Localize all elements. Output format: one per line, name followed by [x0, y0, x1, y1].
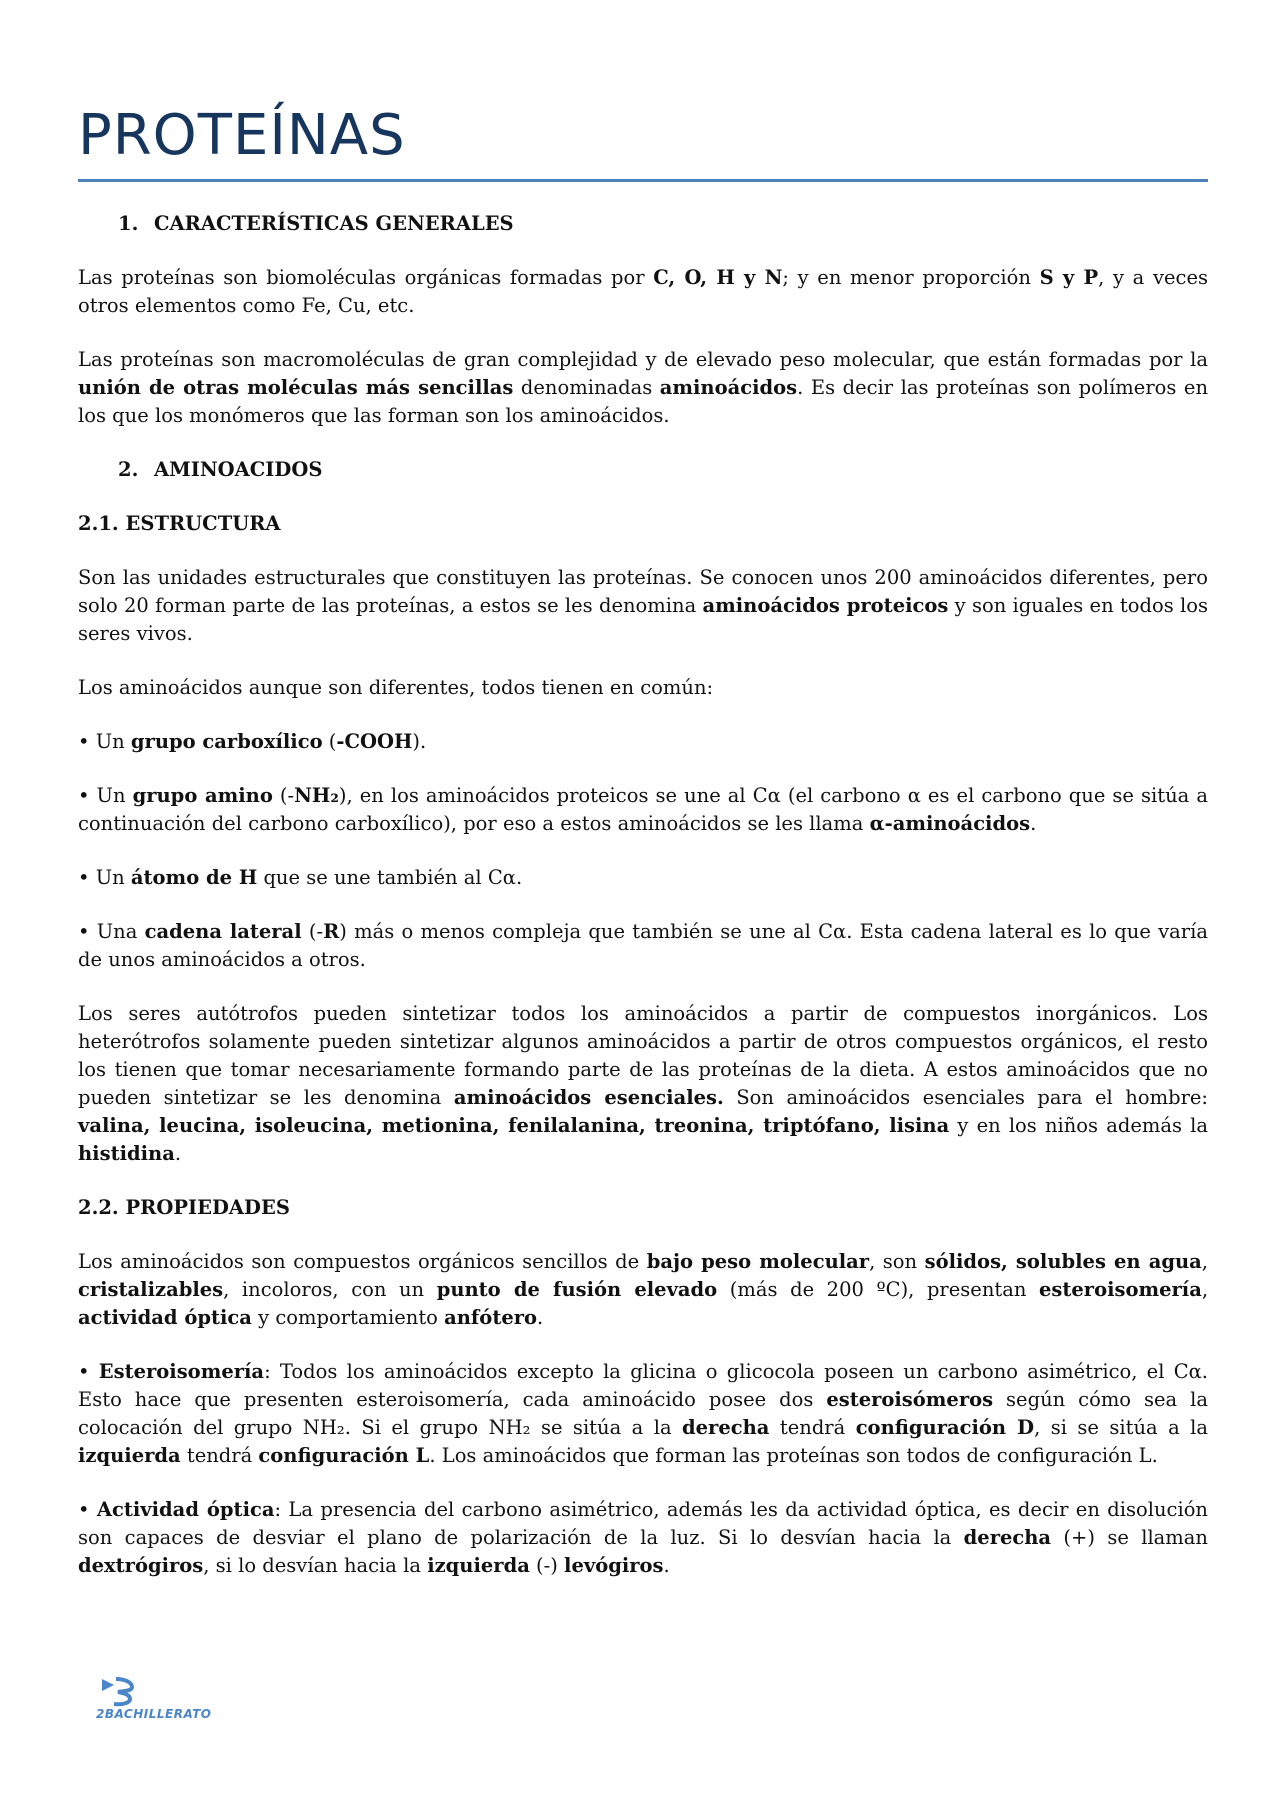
- bullet-item: • Un grupo carboxílico (-COOH).: [78, 730, 427, 753]
- section-heading-1: [78, 210, 1208, 238]
- logo-text: 2BACHILLERATO: [96, 1707, 212, 1721]
- document-body: [78, 210, 1208, 1606]
- paragraph: Las proteínas son biomoléculas orgánicas formadas por C, O, H y N; y en menor proporción S y P, y a veces otros elementos como Fe, Cu, etc.: [78, 266, 1208, 317]
- paragraph: Las proteínas son macromoléculas de gran complejidad y de elevado peso molecular, que están formadas por la unión de otras moléculas más sencillas denominadas aminoácidos. Es decir las proteínas son polímeros en los que los monómeros que las forman son los aminoácidos.: [78, 348, 1209, 427]
- paragraph: Los aminoácidos aunque son diferentes, todos tienen en común:: [78, 676, 714, 699]
- bullet-item: • Esteroisomería: Todos los aminoácidos excepto la glicina o glicocola poseen un carbono asimétrico, el Cα. Esto hace que presenten esteroisomería, cada aminoácido posee dos esteroisómeros según cómo sea la colocación del grupo NH₂. Si el grupo NH₂ se sitúa a la derecha tendrá configuración D, si se sitúa a la izquierda tendrá configuración L. Los aminoácidos que forman las proteínas son todos de configuración L.: [78, 1360, 1209, 1467]
- section-number: 2.: [118, 458, 139, 481]
- bullet-item: • Actividad óptica: La presencia del carbono asimétrico, además les da actividad óptica, es decir en disolución son capaces de desviar el plano de polarización de la luz. Si lo desvían hacia la derecha (+) se llaman dextrógiros, si lo desvían hacia la izquierda (-) levógiros.: [78, 1498, 1208, 1577]
- section-number: 1.: [118, 212, 139, 235]
- bullet-item: • Un grupo amino (-NH₂), en los aminoácidos proteicos se une al Cα (el carbono α es el carbono que se sitúa a continuación del carbono carboxílico), por eso a estos aminoácidos se les llama α-aminoácidos.: [78, 784, 1208, 835]
- bullet-item: • Un átomo de H que se une también al Cα.: [78, 866, 523, 889]
- bullet-item: • Una cadena lateral (-R) más o menos compleja que también se une al Cα. Esta cadena lateral es lo que varía de unos aminoácidos a otros.: [78, 920, 1208, 971]
- paragraph: Los seres autótrofos pueden sintetizar todos los aminoácidos a partir de compuestos inorgánicos. Los heterótrofos solamente pueden sintetizar algunos aminoácidos a partir de otros compuestos orgánicos, el resto los tienen que tomar necesariamente formando parte de las proteínas de la dieta. A estos aminoácidos que no pueden sintetizar se les denomina aminoácidos esenciales. Son aminoácidos esenciales para el hombre: valina, leucina, isoleucina, metionina, fenilalanina, treonina, triptófano, lisina y en los niños además la histidina.: [78, 1002, 1208, 1165]
- subsection-heading: 2.1. ESTRUCTURA: [78, 512, 281, 535]
- logo-mark-icon: [96, 1675, 136, 1707]
- brand-logo: [96, 1675, 226, 1725]
- title-underline: [78, 179, 1208, 182]
- page-title: PROTEÍNAS: [78, 103, 406, 168]
- section-label: CARACTERÍSTICAS GENERALES: [154, 212, 514, 235]
- paragraph: Son las unidades estructurales que constituyen las proteínas. Se conocen unos 200 aminoácidos diferentes, pero solo 20 forman parte de las proteínas, a estos se les denomina aminoácidos proteicos y son iguales en todos los seres vivos.: [78, 566, 1208, 645]
- section-label: AMINOACIDOS: [154, 458, 323, 481]
- paragraph: Los aminoácidos son compuestos orgánicos sencillos de bajo peso molecular, son sólidos, solubles en agua, cristalizables, incoloros, con un punto de fusión elevado (más de 200 ºC), presentan esteroisomería, actividad óptica y comportamiento anfótero.: [78, 1250, 1209, 1329]
- section-heading-2: [78, 456, 1208, 484]
- subsection-heading: 2.2. PROPIEDADES: [78, 1196, 290, 1219]
